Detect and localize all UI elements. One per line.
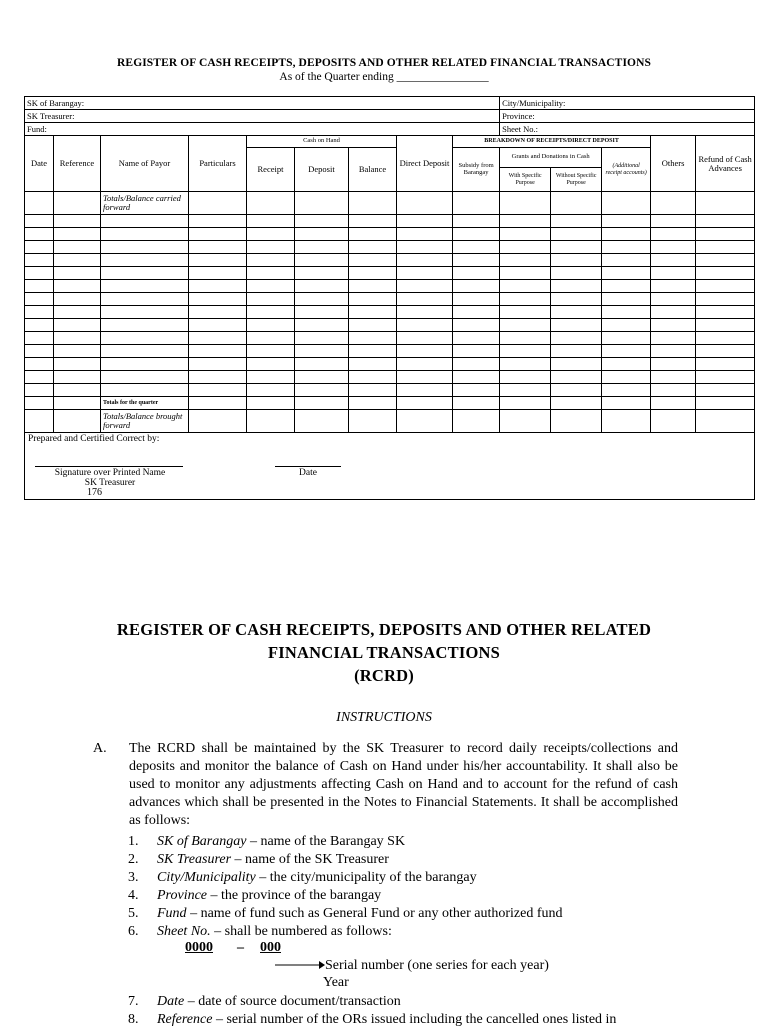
instructions-title xyxy=(0,618,768,687)
prepared-by-label: Prepared and Certified Correct by: xyxy=(28,434,160,444)
year-label: Year xyxy=(323,975,349,990)
sheet-dash: – xyxy=(237,940,244,955)
col-others: Others xyxy=(651,136,696,192)
title-line-1: REGISTER OF CASH RECEIPTS, DEPOSITS AND OTHER RELATED xyxy=(116,620,652,639)
instructions-heading: INSTRUCTIONS xyxy=(336,710,432,725)
col-breakdown: BREAKDOWN OF RECEIPTS/DIRECT DEPOSIT xyxy=(453,136,651,148)
prepared-by-section xyxy=(25,433,755,500)
col-payor: Name of Payor xyxy=(101,136,189,192)
list-item: 2. SK Treasurer – name of the SK Treasurer xyxy=(128,852,389,867)
sheet-code-year: 0000 xyxy=(185,940,213,955)
date-label: Date xyxy=(299,468,317,478)
col-with-specific: With Specific Purpose xyxy=(500,168,551,192)
form-subtitle: As of the Quarter ending ________________ xyxy=(279,71,489,83)
title-line-3: (RCRD) xyxy=(354,666,414,685)
instructions-paragraph xyxy=(93,740,678,830)
paragraph-text: The RCRD shall be maintained by the SK Treasurer to record daily receipts/collections and deposits and monitor the balance of Cash on Hand under his/her accountability. It shall also be used to monitor any adjustments affecting Cash on Hand and to account for the refund of cash advances which shall be presented in the Notes to Financial Statements. It shall be accomplished as follows: xyxy=(129,741,678,828)
list-item: 3. City/Municipality – the city/municipality of the barangay xyxy=(128,870,477,885)
col-refund: Refund of Cash Advances xyxy=(696,136,755,192)
col-additional: (Additional receipt accounts) xyxy=(602,148,651,192)
brought-forward-label: Totals/Balance brought forward xyxy=(101,410,189,433)
form-title: REGISTER OF CASH RECEIPTS, DEPOSITS AND OTHER RELATED FINANCIAL TRANSACTIONS xyxy=(117,57,651,69)
list-item: 7. Date – date of source document/transaction xyxy=(128,994,401,1009)
col-receipt: Receipt xyxy=(247,148,295,192)
col-deposit: Deposit xyxy=(295,148,349,192)
serial-label: Serial number (one series for each year) xyxy=(325,958,549,973)
carried-forward-label: Totals/Balance carried forward xyxy=(101,192,189,215)
fund-field: Fund: xyxy=(25,123,500,136)
col-direct-deposit: Direct Deposit xyxy=(397,136,453,192)
date-line xyxy=(275,466,341,467)
province-field: Province: xyxy=(500,110,755,123)
col-balance: Balance xyxy=(349,148,397,192)
col-date: Date xyxy=(25,136,54,192)
title-line-2: FINANCIAL TRANSACTIONS xyxy=(268,643,500,662)
col-cash-on-hand: Cash on Hand xyxy=(247,136,397,148)
paragraph-letter: A. xyxy=(93,741,107,756)
col-reference: Reference xyxy=(54,136,101,192)
totals-quarter-label: Totals for the quarter xyxy=(101,397,189,410)
instruction-list xyxy=(128,833,688,941)
col-without-specific: Without Specific Purpose xyxy=(551,168,602,192)
list-item: 1. SK of Barangay – name of the Barangay SK xyxy=(128,834,406,849)
col-grants: Grants and Donations in Cash xyxy=(500,148,602,168)
sheet-code-serial: 000 xyxy=(260,940,281,955)
page-number: 176 xyxy=(87,487,102,498)
arrow-icon xyxy=(275,958,325,972)
signature-label: Signature over Printed Name xyxy=(54,468,166,478)
signature-line xyxy=(35,466,183,467)
register-table xyxy=(24,96,755,500)
col-subsidy: Subsidy from Barangay xyxy=(453,148,500,192)
sheet-no-field: Sheet No.: xyxy=(500,123,755,136)
sk-barangay-field: SK of Barangay: xyxy=(25,97,500,110)
city-field: City/Municipality: xyxy=(500,97,755,110)
col-particulars: Particulars xyxy=(189,136,247,192)
list-item: 4. Province – the province of the barangay xyxy=(128,888,382,903)
sk-treasurer-field: SK Treasurer: xyxy=(25,110,500,123)
signature-role: SK Treasurer xyxy=(84,478,136,488)
list-item: 6. Sheet No. – shall be numbered as follows: xyxy=(128,924,392,939)
list-item: 5. Fund – name of fund such as General Fund or any other authorized fund xyxy=(128,906,563,921)
list-item: 8. Reference – serial number of the ORs issued including the cancelled ones listed in xyxy=(128,1012,617,1027)
